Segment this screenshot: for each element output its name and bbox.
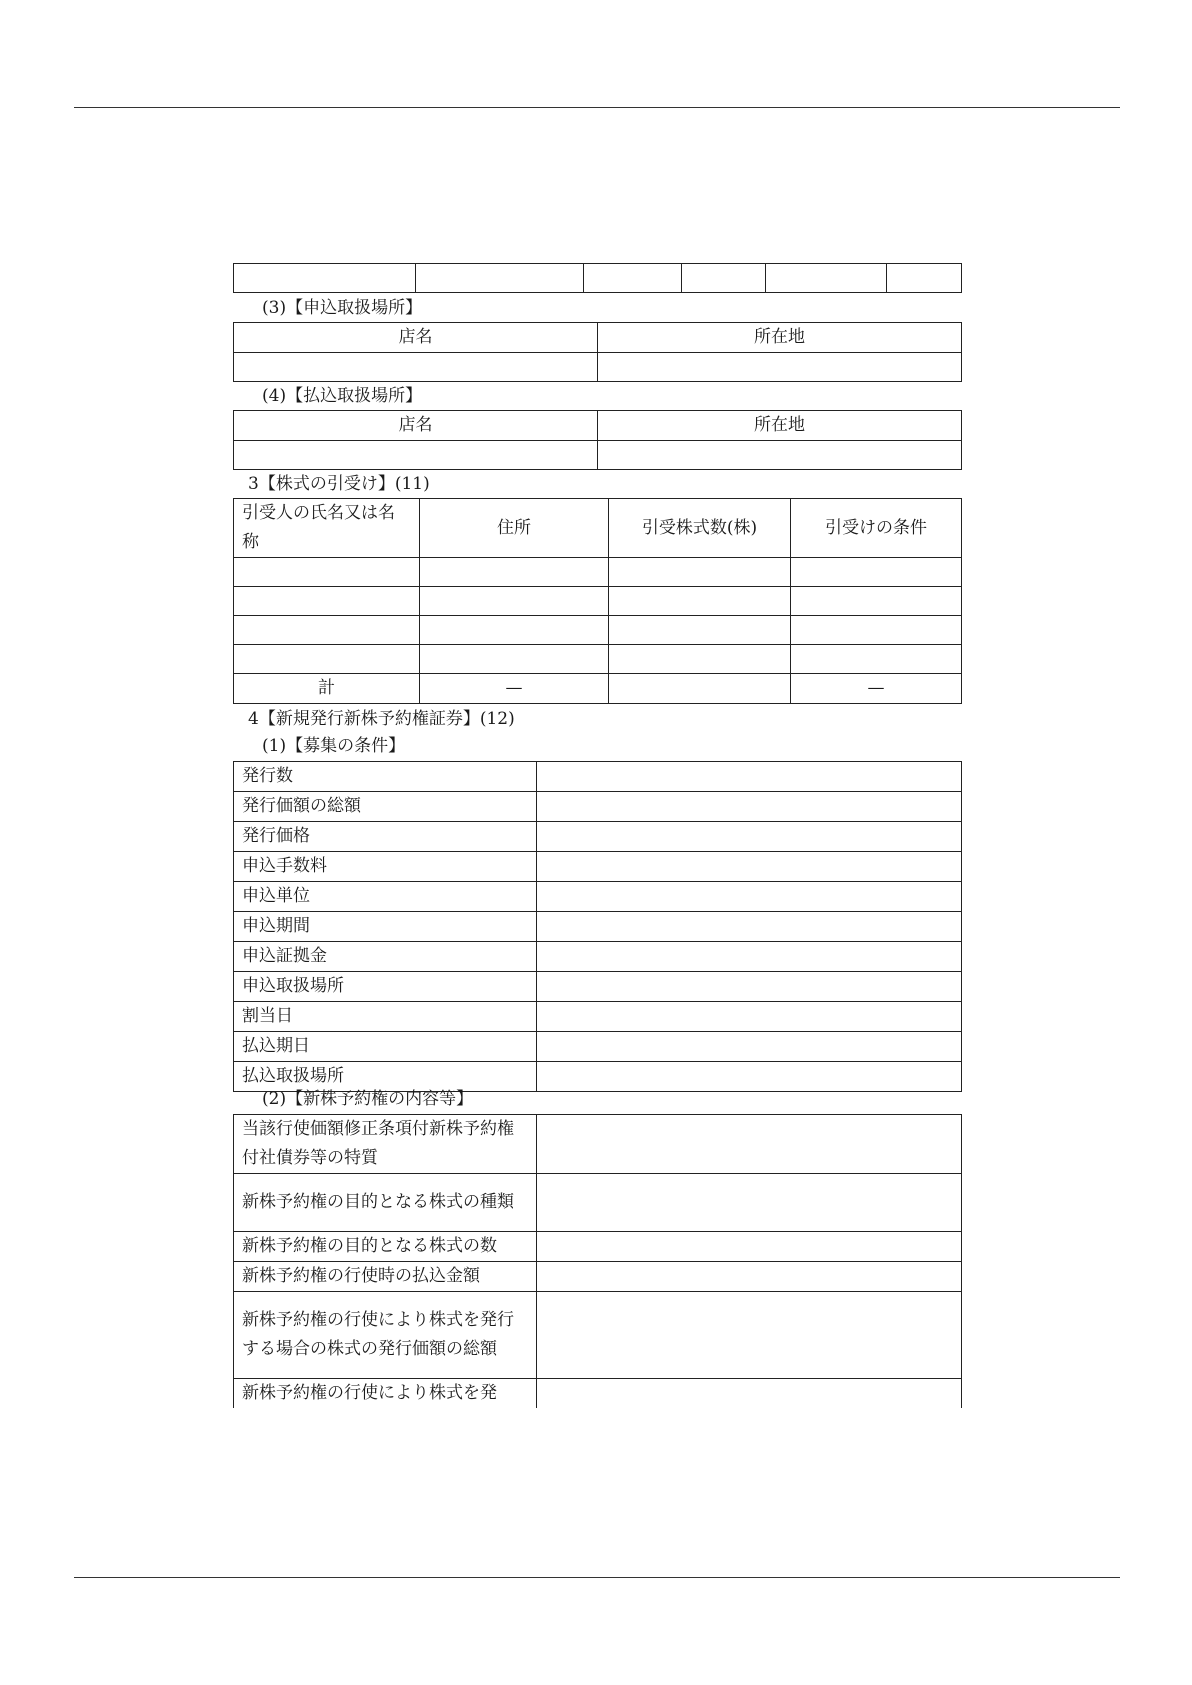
table-cell bbox=[420, 587, 609, 616]
condition-value bbox=[537, 762, 962, 792]
table-cell bbox=[609, 645, 791, 674]
header-store-name: 店名 bbox=[234, 411, 598, 441]
table-row bbox=[234, 942, 962, 972]
content-value bbox=[537, 1292, 962, 1379]
condition-label: 申込手数料 bbox=[234, 852, 537, 882]
table-cell bbox=[887, 264, 962, 293]
table-cell bbox=[791, 587, 962, 616]
table-row bbox=[234, 1262, 962, 1292]
table-row bbox=[234, 264, 962, 293]
condition-value bbox=[537, 1062, 962, 1092]
table-row bbox=[234, 1379, 962, 1409]
content-value bbox=[537, 1232, 962, 1262]
table-cell bbox=[416, 264, 584, 293]
table-cell bbox=[766, 264, 887, 293]
table-cell bbox=[609, 587, 791, 616]
table-row bbox=[234, 972, 962, 1002]
contents-table bbox=[233, 1114, 962, 1408]
condition-label: 発行価額の総額 bbox=[234, 792, 537, 822]
table-row bbox=[234, 1292, 962, 1379]
total-share-count bbox=[609, 674, 791, 704]
header-underwriter-name: 引受人の氏名又は名称 bbox=[234, 499, 420, 558]
table-cell bbox=[791, 645, 962, 674]
content-label: 新株予約権の目的となる株式の種類 bbox=[234, 1174, 537, 1232]
total-address-dash: — bbox=[420, 674, 609, 704]
table-cell bbox=[234, 616, 420, 645]
condition-label: 申込期間 bbox=[234, 912, 537, 942]
condition-value bbox=[537, 1032, 962, 1062]
application-place-heading: (3)【申込取扱場所】 bbox=[262, 298, 423, 318]
payment-place-heading: (4)【払込取扱場所】 bbox=[262, 386, 423, 406]
header-store-name: 店名 bbox=[234, 323, 598, 353]
table-row bbox=[234, 792, 962, 822]
table-cell bbox=[234, 558, 420, 587]
condition-label: 申込取扱場所 bbox=[234, 972, 537, 1002]
table-cell bbox=[791, 558, 962, 587]
offering-conditions-table bbox=[233, 761, 962, 1092]
header-share-count: 引受株式数(株) bbox=[609, 499, 791, 558]
table-row bbox=[234, 353, 962, 382]
content-label: 新株予約権の目的となる株式の数 bbox=[234, 1232, 537, 1262]
condition-label: 発行価格 bbox=[234, 822, 537, 852]
table-row bbox=[234, 558, 962, 587]
payment-place-table bbox=[233, 410, 962, 470]
total-conditions-dash: — bbox=[791, 674, 962, 704]
table-cell bbox=[234, 441, 598, 470]
top-rule bbox=[74, 107, 1120, 108]
condition-value bbox=[537, 912, 962, 942]
table-row bbox=[234, 587, 962, 616]
table-row bbox=[234, 1002, 962, 1032]
table-header-row bbox=[234, 323, 962, 353]
underwriting-heading: 3【株式の引受け】(11) bbox=[248, 474, 430, 494]
content-label: 新株予約権の行使により株式を発行する場合の株式の発行価額の総額 bbox=[234, 1292, 537, 1379]
application-place-table bbox=[233, 322, 962, 382]
underwriting-table bbox=[233, 498, 962, 704]
content-value bbox=[537, 1262, 962, 1292]
bottom-rule bbox=[74, 1577, 1120, 1578]
condition-value bbox=[537, 822, 962, 852]
table-cell bbox=[420, 558, 609, 587]
table-cell bbox=[234, 264, 416, 293]
condition-value bbox=[537, 792, 962, 822]
table-cell bbox=[682, 264, 766, 293]
table-row bbox=[234, 882, 962, 912]
content-label: 新株予約権の行使により株式を発 bbox=[234, 1379, 537, 1409]
condition-label: 申込証拠金 bbox=[234, 942, 537, 972]
content-label: 新株予約権の行使時の払込金額 bbox=[234, 1262, 537, 1292]
content-value bbox=[537, 1115, 962, 1174]
table-cell bbox=[584, 264, 682, 293]
table-row bbox=[234, 912, 962, 942]
table-cell bbox=[609, 558, 791, 587]
condition-value bbox=[537, 882, 962, 912]
table-row bbox=[234, 1232, 962, 1262]
table-cell bbox=[420, 616, 609, 645]
header-address: 住所 bbox=[420, 499, 609, 558]
table-cell bbox=[598, 353, 962, 382]
condition-label: 発行数 bbox=[234, 762, 537, 792]
header-location: 所在地 bbox=[598, 323, 962, 353]
condition-value bbox=[537, 942, 962, 972]
table-cell bbox=[598, 441, 962, 470]
table-row bbox=[234, 822, 962, 852]
condition-value bbox=[537, 972, 962, 1002]
condition-label: 割当日 bbox=[234, 1002, 537, 1032]
stock-acquisition-heading: 4【新規発行新株予約権証券】(12) bbox=[248, 709, 515, 729]
table-cell bbox=[234, 645, 420, 674]
table-cell bbox=[609, 616, 791, 645]
table-cell bbox=[234, 587, 420, 616]
table-cell bbox=[234, 353, 598, 382]
condition-label: 申込単位 bbox=[234, 882, 537, 912]
contents-heading: (2)【新株予約権の内容等】 bbox=[262, 1089, 474, 1109]
content-value bbox=[537, 1174, 962, 1232]
header-location: 所在地 bbox=[598, 411, 962, 441]
table-cell bbox=[420, 645, 609, 674]
total-label: 計 bbox=[234, 674, 420, 704]
table-header-row bbox=[234, 411, 962, 441]
table-row bbox=[234, 1115, 962, 1174]
header-conditions: 引受けの条件 bbox=[791, 499, 962, 558]
condition-label: 払込期日 bbox=[234, 1032, 537, 1062]
table-header-row bbox=[234, 499, 962, 558]
condition-value bbox=[537, 1002, 962, 1032]
table-row bbox=[234, 616, 962, 645]
content-value bbox=[537, 1379, 962, 1409]
table-cell bbox=[791, 616, 962, 645]
table-row bbox=[234, 852, 962, 882]
condition-label: 払込取扱場所 bbox=[234, 1062, 537, 1092]
condition-value bbox=[537, 852, 962, 882]
total-row bbox=[234, 674, 962, 704]
continued-table-fragment bbox=[233, 263, 962, 293]
table-row bbox=[234, 1032, 962, 1062]
content-label: 当該行使価額修正条項付新株予約権付社債券等の特質 bbox=[234, 1115, 537, 1174]
table-row bbox=[234, 441, 962, 470]
table-row bbox=[234, 762, 962, 792]
table-row bbox=[234, 1174, 962, 1232]
table-row bbox=[234, 645, 962, 674]
offering-conditions-heading: (1)【募集の条件】 bbox=[262, 736, 406, 756]
